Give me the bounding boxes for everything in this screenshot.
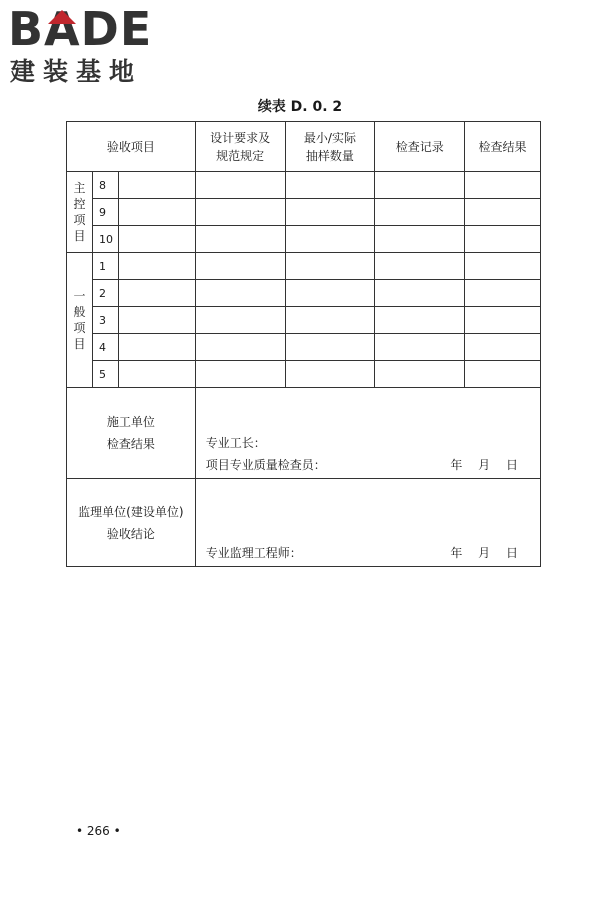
vertical-char: 项 (73, 321, 86, 335)
cell-result[interactable] (465, 334, 541, 361)
construction-unit-label (67, 388, 196, 479)
table-row (67, 253, 541, 280)
cell-design[interactable] (195, 307, 285, 334)
row-number: 10 (92, 226, 118, 253)
cell-design[interactable] (195, 280, 285, 307)
cell-result[interactable] (465, 226, 541, 253)
construction-unit-row (67, 388, 541, 479)
header-sample-line2: 抽样数量 (305, 148, 354, 163)
vertical-char: 控 (73, 197, 86, 211)
header-row (67, 122, 541, 172)
supervision-label-line2: 验收结论 (106, 526, 155, 541)
inspector-line (206, 456, 518, 473)
cell-sample[interactable] (285, 172, 375, 199)
construction-label-line1: 施工单位 (106, 415, 155, 429)
bade-logo (8, 2, 178, 88)
cell-sample[interactable] (285, 280, 375, 307)
cell-record[interactable] (375, 280, 465, 307)
header-sample-quantity (285, 122, 375, 172)
cell-design[interactable] (195, 199, 285, 226)
table-row (67, 307, 541, 334)
cell-sample[interactable] (285, 199, 375, 226)
supervision-sign-area[interactable] (195, 479, 540, 567)
cell-sample[interactable] (285, 307, 375, 334)
table-row (67, 199, 541, 226)
row-number: 1 (92, 253, 118, 280)
construction-date: 年 月 日 (450, 458, 518, 472)
cell-record[interactable] (375, 226, 465, 253)
header-inspection-record: 检查记录 (375, 122, 465, 172)
cell-record[interactable] (375, 199, 465, 226)
cell-design[interactable] (195, 226, 285, 253)
cell-item[interactable] (118, 226, 195, 253)
supervision-unit-label (67, 479, 196, 567)
cell-result[interactable] (465, 172, 541, 199)
cell-sample[interactable] (285, 226, 375, 253)
table-row (67, 361, 541, 388)
cell-record[interactable] (375, 307, 465, 334)
cell-record[interactable] (375, 361, 465, 388)
vertical-char: 一 (73, 289, 86, 303)
cell-item[interactable] (118, 199, 195, 226)
cell-result[interactable] (465, 253, 541, 280)
general-items-label (67, 253, 93, 388)
engineer-label: 专业监理工程师： (205, 546, 302, 560)
cell-item[interactable] (118, 361, 195, 388)
row-number: 4 (92, 334, 118, 361)
supervision-unit-row (67, 479, 541, 567)
vertical-char: 目 (73, 229, 86, 243)
logo-word: BADE (8, 2, 153, 56)
header-item: 验收项目 (67, 122, 196, 172)
table-row (67, 226, 541, 253)
header-design-line2: 规范规定 (216, 148, 265, 163)
header-design-line1: 设计要求及 (210, 130, 271, 145)
cell-item[interactable] (118, 307, 195, 334)
cell-sample[interactable] (285, 361, 375, 388)
cell-record[interactable] (375, 172, 465, 199)
cell-item[interactable] (118, 253, 195, 280)
cell-record[interactable] (375, 253, 465, 280)
cell-record[interactable] (375, 334, 465, 361)
construction-label-line2: 检查结果 (106, 437, 155, 451)
page-number: • 266 • (76, 824, 121, 838)
cell-result[interactable] (465, 307, 541, 334)
cell-result[interactable] (465, 199, 541, 226)
header-design-requirement (195, 122, 285, 172)
header-sample-line1: 最小/实际 (303, 130, 356, 145)
supervision-date: 年 月 日 (450, 546, 518, 560)
cell-design[interactable] (195, 361, 285, 388)
supervision-label-line1: 监理单位(建设单位) (78, 504, 184, 519)
row-number: 2 (92, 280, 118, 307)
table-row (67, 280, 541, 307)
cell-design[interactable] (195, 253, 285, 280)
table-row (67, 172, 541, 199)
cell-item[interactable] (118, 280, 195, 307)
row-number: 5 (92, 361, 118, 388)
vertical-char: 项 (73, 213, 86, 227)
table-title: 续表 D. 0. 2 (257, 99, 343, 115)
row-number: 8 (92, 172, 118, 199)
foreman-line (206, 434, 518, 451)
header-inspection-result: 检查结果 (465, 122, 541, 172)
main-items-label (67, 172, 93, 253)
vertical-char: 目 (73, 337, 86, 351)
cell-result[interactable] (465, 280, 541, 307)
inspection-form-table (66, 121, 541, 567)
inspector-label: 项目专业质量检查员： (205, 458, 326, 472)
cell-design[interactable] (195, 334, 285, 361)
cell-item[interactable] (118, 172, 195, 199)
foreman-label: 专业工长： (205, 436, 266, 450)
cell-result[interactable] (465, 361, 541, 388)
vertical-char: 主 (73, 181, 86, 195)
logo-subtitle: 建装基地 (10, 57, 143, 86)
cell-sample[interactable] (285, 334, 375, 361)
row-number: 9 (92, 199, 118, 226)
engineer-line (206, 544, 518, 561)
row-number: 3 (92, 307, 118, 334)
vertical-char: 般 (73, 305, 86, 319)
logo-accent-triangle (48, 10, 76, 24)
table-row (67, 334, 541, 361)
cell-sample[interactable] (285, 253, 375, 280)
cell-item[interactable] (118, 334, 195, 361)
cell-design[interactable] (195, 172, 285, 199)
construction-sign-area[interactable] (195, 388, 540, 479)
